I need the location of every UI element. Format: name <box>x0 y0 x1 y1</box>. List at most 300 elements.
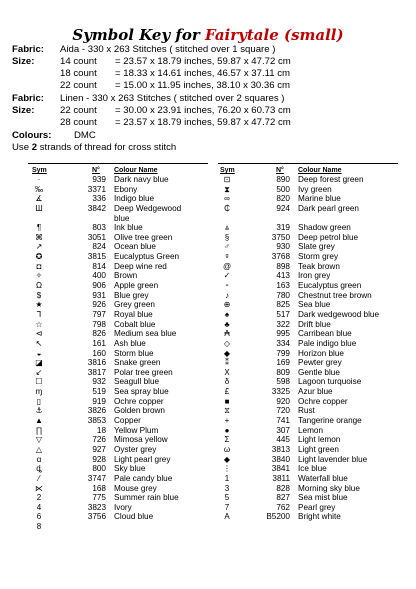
dmc-number-cell: 3051 <box>87 232 106 242</box>
dmc-number-cell: 400 <box>92 271 106 281</box>
symbol-cell: ↗ <box>35 242 43 252</box>
size-count: 14 count <box>60 56 97 67</box>
table-row <box>30 522 215 532</box>
fabric-linen-text: Linen - 330 x 263 Stitches ( stitched over 2 squares ) <box>60 93 285 104</box>
size-label: Size: <box>12 56 35 67</box>
colour-name-cell: Sea blue <box>298 300 331 310</box>
table-row <box>30 214 215 224</box>
symbol-cell: ▽ <box>35 435 43 445</box>
symbol-cell: ✓ <box>223 271 231 281</box>
table-row <box>30 512 215 522</box>
table-row <box>218 185 408 195</box>
colour-name-cell: Dark wedgewood blue <box>298 309 380 319</box>
dmc-number-cell: 163 <box>276 281 290 291</box>
title-prefix: Symbol Key for <box>72 26 200 44</box>
table-row <box>30 339 215 349</box>
table-row <box>218 426 408 436</box>
table-row <box>30 320 215 330</box>
header-colour-name: Colour Name <box>298 167 342 174</box>
fabric-label: Fabric: <box>12 44 44 55</box>
table-row <box>30 397 215 407</box>
colour-name-cell: Oyster grey <box>114 444 157 454</box>
symbol-cell: ⁄ <box>38 473 40 483</box>
colour-name-cell: Deep forest green <box>298 175 364 184</box>
symbol-cell: ♂ <box>224 242 230 252</box>
size-dims: = 18.33 x 14.61 inches, 46.57 x 37.11 cm <box>115 68 291 79</box>
table-row <box>30 435 215 445</box>
colour-name-cell: Pale indigo blue <box>298 338 357 348</box>
colour-name-cell: Light green <box>298 444 339 454</box>
colour-name-cell: Ocean blue <box>114 242 156 252</box>
dmc-number-cell: 931 <box>92 290 106 300</box>
divider-left <box>28 163 208 164</box>
symbol-cell: ⊕ <box>223 300 231 310</box>
colours-line <box>12 130 96 142</box>
dmc-number-cell: 3811 <box>272 473 290 483</box>
dmc-number-cell: 519 <box>92 387 106 397</box>
table-row <box>30 185 215 195</box>
dmc-number-cell: 919 <box>92 396 106 406</box>
table-row <box>218 387 408 397</box>
colour-name-cell: Deep petrol blue <box>298 232 359 242</box>
symbol-cell: ◆ <box>223 348 231 358</box>
table-row <box>218 252 408 262</box>
colour-name-cell: Medium sea blue <box>114 329 177 339</box>
symbol-cell: ⋉ <box>35 483 43 493</box>
instruction-strands: 2 <box>31 142 38 153</box>
colour-name-cell: Mimosa yellow <box>114 435 168 445</box>
dmc-number-cell: 445 <box>276 435 290 445</box>
colour-name-cell: Apple green <box>114 281 159 291</box>
symbol-cell: ♪ <box>225 290 229 300</box>
size-count: 22 count <box>60 80 97 91</box>
dmc-number-cell: 319 <box>276 223 290 233</box>
symbol-cell: 2 <box>36 493 42 503</box>
table-row <box>218 204 408 214</box>
dmc-number-cell: 920 <box>276 396 290 406</box>
symbol-cell: 1 <box>224 473 230 483</box>
colour-name-cell: Tangerine orange <box>298 416 362 426</box>
dmc-number-cell: 814 <box>92 261 106 271</box>
table-row <box>30 416 215 426</box>
size-dims: = 30.00 x 23.91 inches, 76.20 x 60.73 cm <box>115 105 291 116</box>
colour-name-cell: Sea mist blue <box>298 493 348 503</box>
dmc-number-cell: 3826 <box>87 406 106 416</box>
colour-name-cell: Mouse grey <box>114 483 157 493</box>
symbol-cell: £ <box>224 387 230 397</box>
colour-name-cell: Deep Wedgewood <box>114 203 182 213</box>
table-row <box>218 377 408 387</box>
dmc-number-cell: 995 <box>276 329 290 339</box>
dmc-number-cell: 809 <box>276 367 290 377</box>
symbol-cell: ∞ <box>224 194 230 204</box>
dmc-number-cell: 500 <box>276 184 290 194</box>
symbol-cell: 6 <box>36 512 42 522</box>
colour-name-cell: Snake green <box>114 358 161 368</box>
symbol-cell: ☆ <box>35 319 43 329</box>
colour-name-cell: Pearl grey <box>298 502 336 512</box>
dmc-number-cell: 161 <box>92 338 106 348</box>
symbol-cell: ■ <box>224 396 230 406</box>
colour-name-cell: Horizon blue <box>298 348 344 358</box>
colour-name-cell: Light lavender blue <box>298 454 368 464</box>
table-row <box>30 175 215 185</box>
fabric-aida-text: Aida - 330 x 263 Stitches ( stitched over 1 square ) <box>60 44 276 55</box>
dmc-number-cell: 928 <box>92 454 106 464</box>
colour-name-cell: Teak brown <box>298 261 340 271</box>
table-header <box>30 166 215 175</box>
symbol-cell: ↖ <box>35 338 43 348</box>
size-aida-line-2 <box>12 68 290 80</box>
dmc-number-cell: 780 <box>276 290 290 300</box>
colour-name-cell: Dark pearl green <box>298 203 359 213</box>
table-row <box>218 281 408 291</box>
colour-name-cell: Polar tree green <box>114 367 173 377</box>
table-row <box>30 194 215 204</box>
table-row <box>30 349 215 359</box>
dmc-number-cell: 168 <box>92 483 106 493</box>
table-row <box>30 474 215 484</box>
table-row <box>30 377 215 387</box>
symbol-cell: ⁃ <box>225 281 229 291</box>
colour-name-cell: Morning sky blue <box>298 483 360 493</box>
symbol-cell: ◇ <box>223 338 231 348</box>
header-sym: Sym <box>220 167 235 174</box>
table-row <box>218 445 408 455</box>
dmc-number-cell: 3840 <box>271 454 290 464</box>
colour-name-cell: Marine blue <box>298 194 341 204</box>
table-row <box>30 358 215 368</box>
colour-name-cell: Rust <box>298 406 315 416</box>
table-row <box>30 329 215 339</box>
symbol-cell: ‰ <box>35 184 43 194</box>
table-row <box>218 262 408 272</box>
colour-name-cell: Yellow Plum <box>114 425 159 435</box>
header-sym: Sym <box>32 167 47 174</box>
instruction-line <box>12 142 176 154</box>
dmc-number-cell: 322 <box>276 319 290 329</box>
colour-name-cell: Carribean blue <box>298 329 352 339</box>
colour-name-cell: Pewter grey <box>298 358 342 368</box>
symbol-cell: § <box>224 232 230 242</box>
dmc-number-cell: 800 <box>92 464 106 474</box>
dmc-number-cell: 598 <box>276 377 290 387</box>
header-num: N° <box>92 167 100 174</box>
table-row <box>30 300 215 310</box>
table-row <box>30 484 215 494</box>
colour-name-cell: Slate grey <box>298 242 335 252</box>
symbol-cell: ⊡ <box>223 175 231 184</box>
colour-name-cell: Grey green <box>114 300 155 310</box>
table-row <box>30 242 215 252</box>
size-count: 22 count <box>60 105 97 116</box>
symbol-cell: ☐ <box>35 377 43 387</box>
dmc-number-cell: 890 <box>276 175 290 184</box>
dmc-number-cell: 3841 <box>271 464 290 474</box>
dmc-number-cell: 939 <box>92 175 106 184</box>
colour-name-cell: Ochre copper <box>298 396 348 406</box>
table-row <box>30 455 215 465</box>
dmc-number-cell: 3813 <box>271 444 290 454</box>
dmc-number-cell: 803 <box>92 223 106 233</box>
table-row <box>30 426 215 436</box>
colour-name-cell: Dark navy blue <box>114 175 169 184</box>
page-title <box>0 26 416 44</box>
symbol-cell: ⅂ <box>36 309 42 319</box>
table-row <box>218 242 408 252</box>
colour-name-cell: Copper <box>114 416 141 426</box>
dmc-number-cell: 797 <box>92 309 106 319</box>
dmc-number-cell: 799 <box>276 348 290 358</box>
symbol-cell: ✪ <box>35 252 43 262</box>
symbol-cell: 4 <box>36 502 42 512</box>
table-row <box>218 358 408 368</box>
colour-name-cell: Seagull blue <box>114 377 160 387</box>
symbol-cell: ⋮ <box>223 464 231 474</box>
size-count: 18 count <box>60 68 97 79</box>
colour-name-cell: Storm blue <box>114 348 154 358</box>
dmc-number-cell: 3842 <box>87 203 106 213</box>
dmc-number-cell: 828 <box>276 483 290 493</box>
dmc-number-cell: 307 <box>276 425 290 435</box>
colour-name-cell: Gentle blue <box>298 367 340 377</box>
symbol-cell: Ш <box>35 203 43 213</box>
symbol-cell: 7 <box>224 502 230 512</box>
symbol-cell: $ <box>36 290 42 300</box>
dmc-number-cell: 3325 <box>271 387 290 397</box>
colour-name-cell: Deep wine red <box>114 261 167 271</box>
symbol-cell: ∡ <box>35 194 43 204</box>
header-colour-name: Colour Name <box>114 167 158 174</box>
table-row <box>218 233 408 243</box>
dmc-number-cell: 720 <box>276 406 290 416</box>
table-row <box>30 310 215 320</box>
colour-name-cell: Drift blue <box>298 319 331 329</box>
table-row <box>30 252 215 262</box>
symbol-cell: ⩓ <box>224 223 230 233</box>
colour-name-cell: Ochre copper <box>114 396 164 406</box>
colour-name-cell: Sea spray blue <box>114 387 169 397</box>
header-num: N° <box>276 167 284 174</box>
size-count: 28 count <box>60 117 97 128</box>
colours-value: DMC <box>74 130 96 141</box>
colour-name-cell: Pale candy blue <box>114 473 173 483</box>
colour-name-cell: Sky blue <box>114 464 146 474</box>
size-linen-line-1 <box>12 105 291 117</box>
symbol-cell: ɱ <box>35 387 43 397</box>
dmc-number-cell: 3815 <box>87 252 106 262</box>
symbol-cell: δ <box>224 377 230 387</box>
table-row <box>218 512 408 522</box>
symbol-cell: Σ <box>224 435 230 445</box>
colour-name-cell: Light pearl grey <box>114 454 171 464</box>
symbol-table-right <box>218 166 408 522</box>
table-row <box>218 214 408 224</box>
dmc-number-cell: 3750 <box>271 232 290 242</box>
size-linen-line-2 <box>12 117 291 129</box>
symbol-cell: ★ <box>35 300 43 310</box>
symbol-cell: ▯ <box>36 396 42 406</box>
colour-name-cell: Royal blue <box>114 309 153 319</box>
table-row <box>218 339 408 349</box>
table-row <box>218 397 408 407</box>
colour-name-cell: Cloud blue <box>114 512 154 522</box>
size-aida-line-3 <box>12 80 290 92</box>
table-row <box>218 310 408 320</box>
colour-name-cell: blue <box>114 213 130 223</box>
colour-name-cell: Iron grey <box>298 271 331 281</box>
colour-name-cell: Ice blue <box>298 464 327 474</box>
table-row <box>30 271 215 281</box>
colour-name-cell: Shadow green <box>298 223 351 233</box>
symbol-cell: ♣ <box>224 319 230 329</box>
fabric-label: Fabric: <box>12 93 44 104</box>
table-row <box>218 406 408 416</box>
table-row <box>218 271 408 281</box>
symbol-cell: ᶢ <box>225 252 229 262</box>
symbol-cell: ⊲ <box>35 329 43 339</box>
table-row <box>218 194 408 204</box>
symbol-cell: ω <box>223 444 231 454</box>
table-row <box>30 223 215 233</box>
table-row <box>218 455 408 465</box>
symbol-cell: ● <box>224 425 230 435</box>
colour-name-cell: Lagoon turquoise <box>298 377 362 387</box>
dmc-number-cell: 820 <box>276 194 290 204</box>
symbol-cell: ₵ <box>224 203 230 213</box>
symbol-cell: 8 <box>36 522 42 532</box>
symbol-cell: ⧗ <box>224 184 230 194</box>
dmc-number-cell: 932 <box>92 377 106 387</box>
colours-label: Colours: <box>12 130 52 141</box>
table-row <box>218 503 408 513</box>
symbol-cell: X <box>224 367 230 377</box>
table-row <box>218 291 408 301</box>
symbol-cell: ɑ <box>36 454 42 464</box>
size-aida-line-1 <box>12 56 291 68</box>
table-row <box>30 368 215 378</box>
colour-name-cell: Ash blue <box>114 338 146 348</box>
table-row <box>30 445 215 455</box>
symbol-cell: ∏ <box>35 425 43 435</box>
table-row <box>30 387 215 397</box>
symbol-cell: ♠ <box>224 309 230 319</box>
colour-name-cell: Eucalyptus Green <box>114 252 180 262</box>
dmc-number-cell: 825 <box>276 300 290 310</box>
dmc-number-cell: 906 <box>92 281 106 291</box>
dmc-number-cell: 3768 <box>271 252 290 262</box>
title-design-name: Fairytale (small) <box>205 26 344 44</box>
symbol-cell: ₳ <box>224 329 230 339</box>
fabric-aida-line <box>12 44 275 56</box>
symbol-cell: ◪ <box>35 358 43 368</box>
symbol-cell: @ <box>222 261 232 271</box>
symbol-cell: ȡ <box>36 464 42 474</box>
symbol-cell: ◆ <box>223 454 231 464</box>
table-row <box>218 435 408 445</box>
size-label: Size: <box>12 105 35 116</box>
dmc-number-cell: 3823 <box>87 502 106 512</box>
table-row <box>30 503 215 513</box>
colour-name-cell: Waterfall blue <box>298 473 348 483</box>
symbol-cell: △ <box>35 444 43 454</box>
symbol-cell: ◒ <box>36 348 42 358</box>
colour-name-cell: Golden brown <box>114 406 165 416</box>
symbol-cell: ⧖ <box>224 406 230 416</box>
dmc-number-cell: B5200 <box>266 512 290 522</box>
dmc-number-cell: 336 <box>92 194 106 204</box>
table-row <box>218 320 408 330</box>
colour-name-cell: Brown <box>114 271 138 281</box>
fabric-linen-line <box>12 93 285 105</box>
table-row <box>218 223 408 233</box>
dmc-number-cell: 826 <box>92 329 106 339</box>
table-row <box>30 291 215 301</box>
symbol-cell: + <box>224 416 230 426</box>
dmc-number-cell: 3747 <box>87 473 106 483</box>
dmc-number-cell: 924 <box>276 203 290 213</box>
table-row <box>218 416 408 426</box>
dmc-number-cell: 726 <box>92 435 106 445</box>
table-row <box>218 464 408 474</box>
size-dims: = 15.00 x 11.95 inches, 38.10 x 30.36 cm <box>115 80 291 91</box>
dmc-number-cell: 927 <box>92 444 106 454</box>
size-dims: = 23.57 x 18.79 inches, 59.87 x 47.72 cm <box>115 56 291 67</box>
dmc-number-cell: 930 <box>276 242 290 252</box>
colour-name-cell: Bright white <box>298 512 341 522</box>
instruction-post: strands of thread for cross stitch <box>37 142 177 153</box>
table-row <box>30 464 215 474</box>
colour-name-cell: Cobalt blue <box>114 319 156 329</box>
table-row <box>218 368 408 378</box>
dmc-number-cell: 762 <box>276 502 290 512</box>
divider-right <box>218 163 398 164</box>
colour-name-cell: Lemon <box>298 425 324 435</box>
table-row <box>218 493 408 503</box>
dmc-number-cell: 3371 <box>87 184 106 194</box>
colour-name-cell: Blue grey <box>114 290 149 300</box>
table-row <box>218 474 408 484</box>
table-row <box>30 262 215 272</box>
dmc-number-cell: 18 <box>96 425 106 435</box>
dmc-number-cell: 926 <box>92 300 106 310</box>
dmc-number-cell: 3817 <box>87 367 106 377</box>
symbol-cell: 5 <box>224 493 230 503</box>
symbol-cell: ✧ <box>35 271 43 281</box>
symbol-cell: A <box>224 512 230 522</box>
dmc-number-cell: 775 <box>92 493 106 503</box>
table-row <box>218 300 408 310</box>
dmc-number-cell: 798 <box>92 319 106 329</box>
dmc-number-cell: 334 <box>276 338 290 348</box>
symbol-cell: ◘ <box>36 261 42 271</box>
table-row <box>218 349 408 359</box>
dmc-number-cell: 824 <box>92 242 106 252</box>
colour-name-cell: Olive tree green <box>114 232 173 242</box>
table-header <box>218 166 408 175</box>
dmc-number-cell: 160 <box>92 348 106 358</box>
table-row <box>30 406 215 416</box>
table-row <box>218 329 408 339</box>
table-row <box>218 175 408 185</box>
table-row <box>218 484 408 494</box>
table-row <box>30 204 215 214</box>
symbol-cell: ¶ <box>36 223 42 233</box>
symbol-cell: · <box>37 175 41 184</box>
dmc-number-cell: 169 <box>276 358 290 368</box>
colour-name-cell: Light lemon <box>298 435 341 445</box>
dmc-number-cell: 3816 <box>87 358 106 368</box>
